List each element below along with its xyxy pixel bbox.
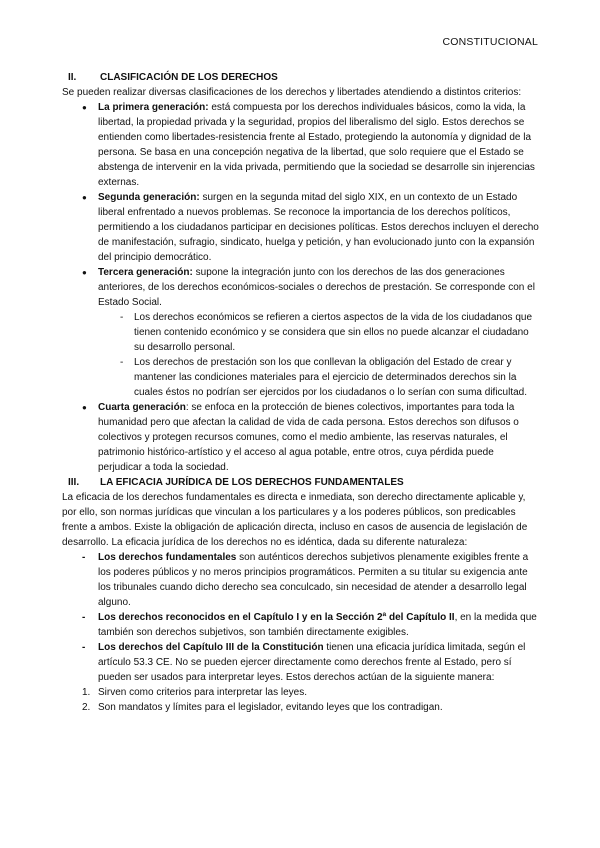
page-header: CONSTITUCIONAL [442, 36, 538, 48]
sub-list [62, 310, 540, 400]
section-title: CLASIFICACIÓN DE LOS DERECHOS [100, 72, 278, 83]
section-number: III. [68, 477, 80, 488]
sub-list-item: - Los derechos de prestación son los que conllevan la obligación del Estado de crear y mantener las condiciones materiales para el ejercicio de determinados derechos sin la cuales éstos no podrían ser ejercidos por los ciudadanos o lo serían con suma dificultad. [62, 355, 540, 400]
sub-list-item: - Los derechos económicos se refieren a ciertos aspectos de la vida de los ciudadanos que tienen contenido económico y se considera que sin ellos no puede alcanzar el ciudadano su desarrollo personal. [62, 310, 540, 355]
list-item: - Los derechos del Capítulo III de la Constitución tienen una eficacia jurídica limitada, según el artículo 53.3 CE. No se pueden ejercer directamente como derechos frente al Estado, pero sí pueden ser usados para interpretar leyes. Estos derechos actúan de la siguiente manera: [62, 640, 540, 685]
numbered-item: 2. Son mandatos y límites para el legislador, evitando leyes que los contradigan. [82, 702, 443, 713]
section-heading-3 [62, 475, 540, 490]
section-title: LA EFICACIA JURÍDICA DE LOS DERECHOS FUNDAMENTALES [100, 477, 404, 488]
list-item: ● Cuarta generación: se enfoca en la protección de bienes colectivos, importantes para toda la humanidad pero que afectan la calidad de vida de cada persona. Estos derechos son difusos o colectivos y protegen recursos comunes, como el medio ambiente, las reservas naturales, el patrimonio histórico-artístico y el acceso al agua potable, entre otros, cuya pérdida puede perjudicar a toda la sociedad. [62, 400, 540, 475]
document-body [62, 70, 540, 715]
section-heading-2 [62, 70, 540, 85]
list-item: ● Segunda generación: surgen en la segunda mitad del siglo XIX, en un contexto de un Estado liberal enfrentado a nuevos problemas. Se reconoce la importancia de los derechos políticos, permitiendo a los ciudadanos participar en decisiones políticas. Estos derechos incluyen el derecho de manifestación, sufragio, sindicato, huelga y petición, y han evolucionado junto con la expansión del principio democrático. [62, 190, 540, 265]
list-item: ● Tercera generación: supone la integración junto con los derechos de las dos generaciones anteriores, de los derechos económicos-sociales o derechos de prestación. Se corresponde con el Estado Social. [62, 265, 540, 310]
section-intro: Se pueden realizar diversas clasificaciones de los derechos y libertades atendiendo a distintos criterios: [62, 87, 522, 98]
list-item: ● La primera generación: está compuesta por los derechos individuales básicos, como la vida, la libertad, la propiedad privada y la seguridad, propios del liberalismo del siglo. Estos derechos se entienden como libertades-resistencia frente al Estado, protegiendo la autonomía y dignidad de la persona. Se basa en una concepción negativa de la libertad, que solo requiere que el Estado se abstenga de intervenir en la vida privada, permitiendo que la sociedad se desarrolle sin injerencias externas. [62, 100, 540, 190]
list-item: - Los derechos fundamentales son auténticos derechos subjetivos plenamente exigibles frente a los poderes públicos y no meros principios programáticos. Permiten a su titular su exigencia ante los tribunales cuando dicho derecho sea conculcado, sin necesidad de atender a desarrollo legal alguno. [62, 550, 540, 610]
numbered-list [62, 685, 540, 715]
generations-list-cont [62, 400, 540, 475]
generations-list [62, 100, 540, 310]
list-item: - Los derechos reconocidos en el Capítulo I y en la Sección 2ª del Capítulo II, en la medida que también son derechos subjetivos, son también directamente exigibles. [62, 610, 540, 640]
section-number: II. [68, 72, 77, 83]
numbered-item: 1. Sirven como criterios para interpretar las leyes. [82, 687, 307, 698]
section-intro: La eficacia de los derechos fundamentales es directa e inmediata, son derecho directamente aplicable y, por ello, son normas jurídicas que vinculan a los particulares y a los poderes públicos, son predicables frente a ambos. Existe la obligación de aplicación directa, incluso en casos de ausencia de legislación de desarrollo. La eficacia jurídica de los derechos no es idéntica, dada su diferente naturaleza: [62, 492, 528, 548]
efficacy-list [62, 550, 540, 685]
